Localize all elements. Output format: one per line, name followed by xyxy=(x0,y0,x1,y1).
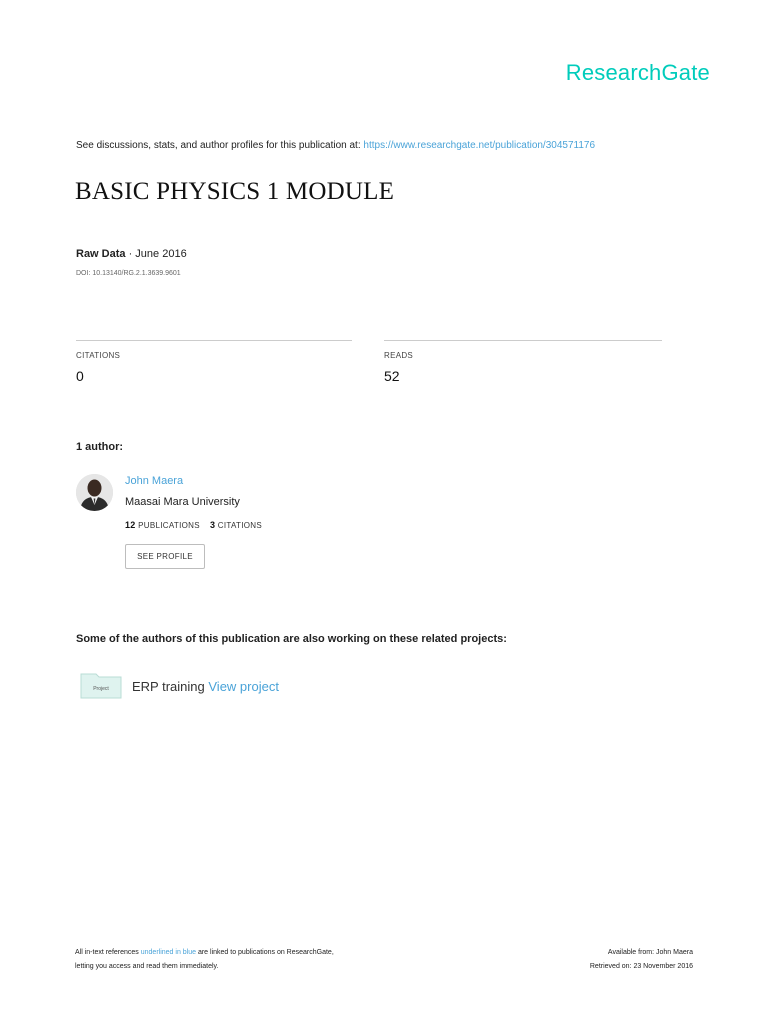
citations-value: 0 xyxy=(76,368,84,384)
author-avatar[interactable] xyxy=(76,474,113,511)
author-name-link[interactable]: John Maera xyxy=(125,475,184,487)
person-photo-icon xyxy=(76,474,113,511)
publication-date: · June 2016 xyxy=(125,248,187,260)
project-folder-icon xyxy=(80,671,122,699)
publication-intro-line xyxy=(76,140,595,151)
researchgate-logo[interactable]: ResearchGate xyxy=(565,60,710,85)
intro-text: See discussions, stats, and author profiles for this publication at: xyxy=(76,140,361,151)
reads-label: READS xyxy=(384,351,414,360)
footer-text-before: All in-text references xyxy=(75,949,141,956)
see-profile-button[interactable]: SEE PROFILE xyxy=(125,544,205,569)
footer-left-note xyxy=(75,946,334,974)
project-name: ERP training xyxy=(132,679,205,694)
author-citations-label: CITATIONS xyxy=(217,521,262,530)
reads-value: 52 xyxy=(384,368,400,384)
author-stats xyxy=(125,520,262,530)
author-publications-label: PUBLICATIONS xyxy=(138,521,200,530)
footer-right-note xyxy=(590,946,693,974)
view-project-link[interactable]: View project xyxy=(208,679,279,694)
available-from: Available from: John Maera xyxy=(607,949,693,956)
citations-label: CITATIONS xyxy=(76,351,121,360)
author-institution: Maasai Mara University xyxy=(125,496,240,508)
author-citations-count: 3 xyxy=(209,520,216,530)
publication-doi: DOI: 10.13140/RG.2.1.3639.9601 xyxy=(76,270,181,277)
publication-title: BASIC PHYSICS 1 MODULE xyxy=(75,178,395,205)
footer-left-line-1 xyxy=(75,946,334,960)
project-item xyxy=(132,679,279,694)
divider-reads xyxy=(384,340,662,341)
project-icon-label: Project xyxy=(93,686,109,692)
authors-heading: 1 author: xyxy=(76,441,124,453)
author-publications-count: 12 xyxy=(125,520,136,530)
publication-url-link[interactable]: https://www.researchgate.net/publication/304571176 xyxy=(363,140,596,151)
footer-left-line-2: letting you access and read them immediately. xyxy=(75,963,219,970)
retrieved-on: Retrieved on: 23 November 2016 xyxy=(589,963,693,970)
divider-citations xyxy=(76,340,352,341)
footer-underlined-link[interactable]: underlined in blue xyxy=(140,949,197,956)
publication-meta xyxy=(76,248,187,260)
footer-text-after: are linked to publications on ResearchGate, xyxy=(196,949,334,956)
publication-type: Raw Data xyxy=(76,248,126,260)
projects-heading: Some of the authors of this publication are also working on these related projects: xyxy=(76,633,507,645)
